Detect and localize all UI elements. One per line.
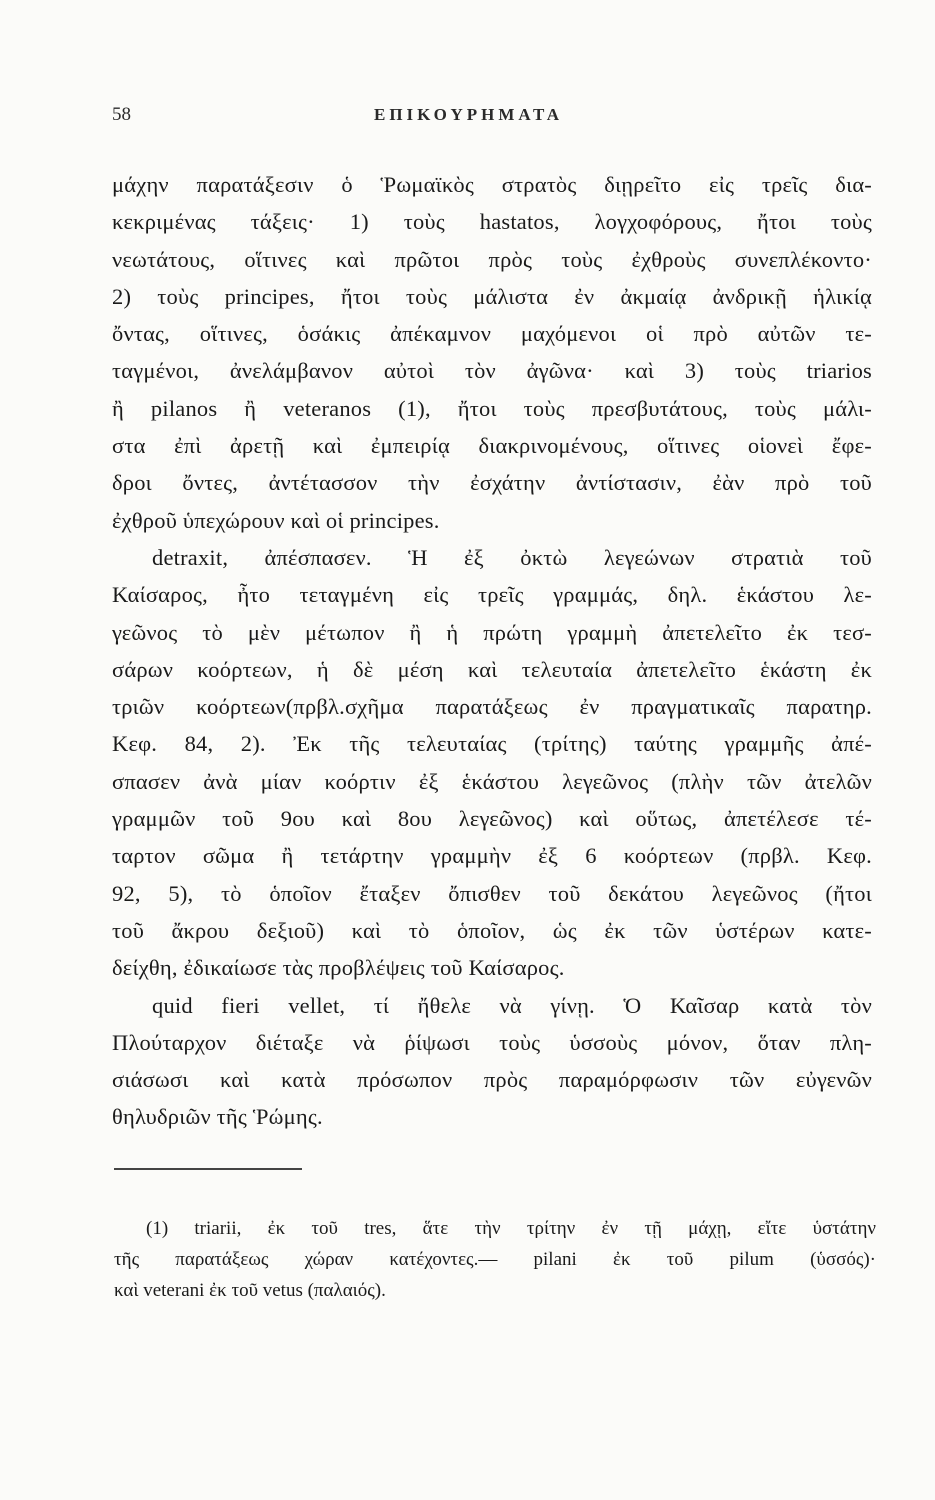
body-line: 2) τοὺς principes, ἤτοι τοὺς μάλιστα ἐν ἀκμαίᾳ ἀνδρικῇ ἡλικίᾳ (112, 283, 872, 309)
footnote-divider (114, 1168, 302, 1170)
body-line: στα ἐπὶ ἀρετῇ καὶ ἐμπειρίᾳ διακρινομένους, οἵτινες οἱονεὶ ἔφε- (112, 433, 872, 459)
body-line: σιάσωσι καὶ κατὰ πρόσωπον πρὸς παραμόρφωσιν τῶν εὐγενῶν (112, 1067, 872, 1093)
running-head: ΕΠΙΚΟΥΡΗΜΑΤΑ (374, 105, 563, 124)
body-line: γραμμῶν τοῦ 9ου καὶ 8ου λεγεῶνος) καὶ οὕτως, ἀπετέλεσε τέ- (112, 806, 872, 832)
body-line: quid fieri vellet, τί ἤθελε νὰ γίνῃ. Ὁ Καῖσαρ κατὰ τὸν (152, 992, 872, 1018)
body-line: θηλυδριῶν τῆς Ῥώμης. (112, 1104, 323, 1130)
body-line: νεωτάτους, οἵτινες καὶ πρῶτοι πρὸς τοὺς ἐχθροὺς συνεπλέκοντο· (112, 246, 872, 272)
body-line: 92, 5), τὸ ὁποῖον ἔταξεν ὄπισθεν τοῦ δεκάτου λεγεῶνος (ἤτοι (112, 880, 872, 906)
body-line: ταγμένοι, ἀνελάμβανον αὐτοὶ τὸν ἀγῶνα· καὶ 3) τοὺς triarios (112, 358, 872, 384)
page-number: 58 (112, 104, 131, 125)
body-line: Πλούταρχον διέταξε νὰ ῥίψωσι τοὺς ὑσσοὺς μόνον, ὅταν πλη- (112, 1029, 872, 1055)
body-line: detraxit, ἀπέσπασεν. Ἡ ἐξ ὀκτὼ λεγεώνων στρατιὰ τοῦ (152, 544, 872, 570)
footnote-line: (1) triarii, ἐκ τοῦ tres, ἅτε τὴν τρίτην ἐν τῇ μάχῃ, εἴτε ὑστάτην (146, 1218, 876, 1239)
body-line: κεκριμένας τάξεις· 1) τοὺς hastatos, λογχοφόρους, ἤτοι τοὺς (112, 209, 872, 235)
body-line: Καίσαρος, ἦτο τεταγμένη εἰς τρεῖς γραμμάς, δηλ. ἑκάστου λε- (112, 582, 872, 608)
body-line: ἢ pilanos ἢ veteranos (1), ἤτοι τοὺς πρεσβυτάτους, τοὺς μάλι- (112, 395, 872, 421)
body-line: ὄντας, οἵτινες, ὁσάκις ἀπέκαμνον μαχόμενοι οἱ πρὸ αὐτῶν τε- (112, 321, 872, 347)
body-line: δείχθη, ἐδικαίωσε τὰς προβλέψεις τοῦ Καίσαρος. (112, 955, 565, 981)
body-line: μάχην παρατάξεσιν ὁ Ῥωμαϊκὸς στρατὸς διῃρεῖτο εἰς τρεῖς δια- (112, 172, 872, 197)
body-line: ταρτον σῶμα ἢ τετάρτην γραμμὴν ἐξ 6 κοόρτεων (πρβλ. Κεφ. (112, 843, 872, 869)
body-line: γεῶνος τὸ μὲν μέτωπον ἢ ἡ πρώτη γραμμὴ ἀπετελεῖτο ἐκ τεσ- (112, 619, 872, 645)
body-line: ἐχθροῦ ὑπεχώρουν καὶ οἱ principes. (112, 507, 440, 533)
footnote (114, 1213, 876, 1306)
footnote-line: καὶ veterani ἐκ τοῦ vetus (παλαιός). (114, 1280, 386, 1301)
body-line: τριῶν κοόρτεων(πρβλ.σχῆμα παρατάξεως ἐν πραγματικαῖς παρατηρ. (112, 694, 872, 720)
body-line: σάρων κοόρτεων, ἡ δὲ μέση καὶ τελευταία ἀπετελεῖτο ἑκάστη ἐκ (112, 656, 872, 682)
page-header (112, 104, 855, 130)
body-line: τοῦ ἄκρου δεξιοῦ) καὶ τὸ ὁποῖον, ὡς ἐκ τῶν ὑστέρων κατε- (112, 917, 872, 943)
footnote-line: τῆς παρατάξεως χώραν κατέχοντες.— pilani ἐκ τοῦ pilum (ὑσσός)· (114, 1249, 876, 1270)
body-line: Κεφ. 84, 2). Ἐκ τῆς τελευταίας (τρίτης) ταύτης γραμμῆς ἀπέ- (112, 731, 872, 757)
body-line: σπασεν ἀνὰ μίαν κοόρτιν ἐξ ἑκάστου λεγεῶνος (πλὴν τῶν ἀτελῶν (112, 768, 872, 794)
body-text (112, 166, 872, 1136)
body-line: δροι ὄντες, ἀντέτασσον τὴν ἐσχάτην ἀντίστασιν, ἐὰν πρὸ τοῦ (112, 470, 872, 496)
